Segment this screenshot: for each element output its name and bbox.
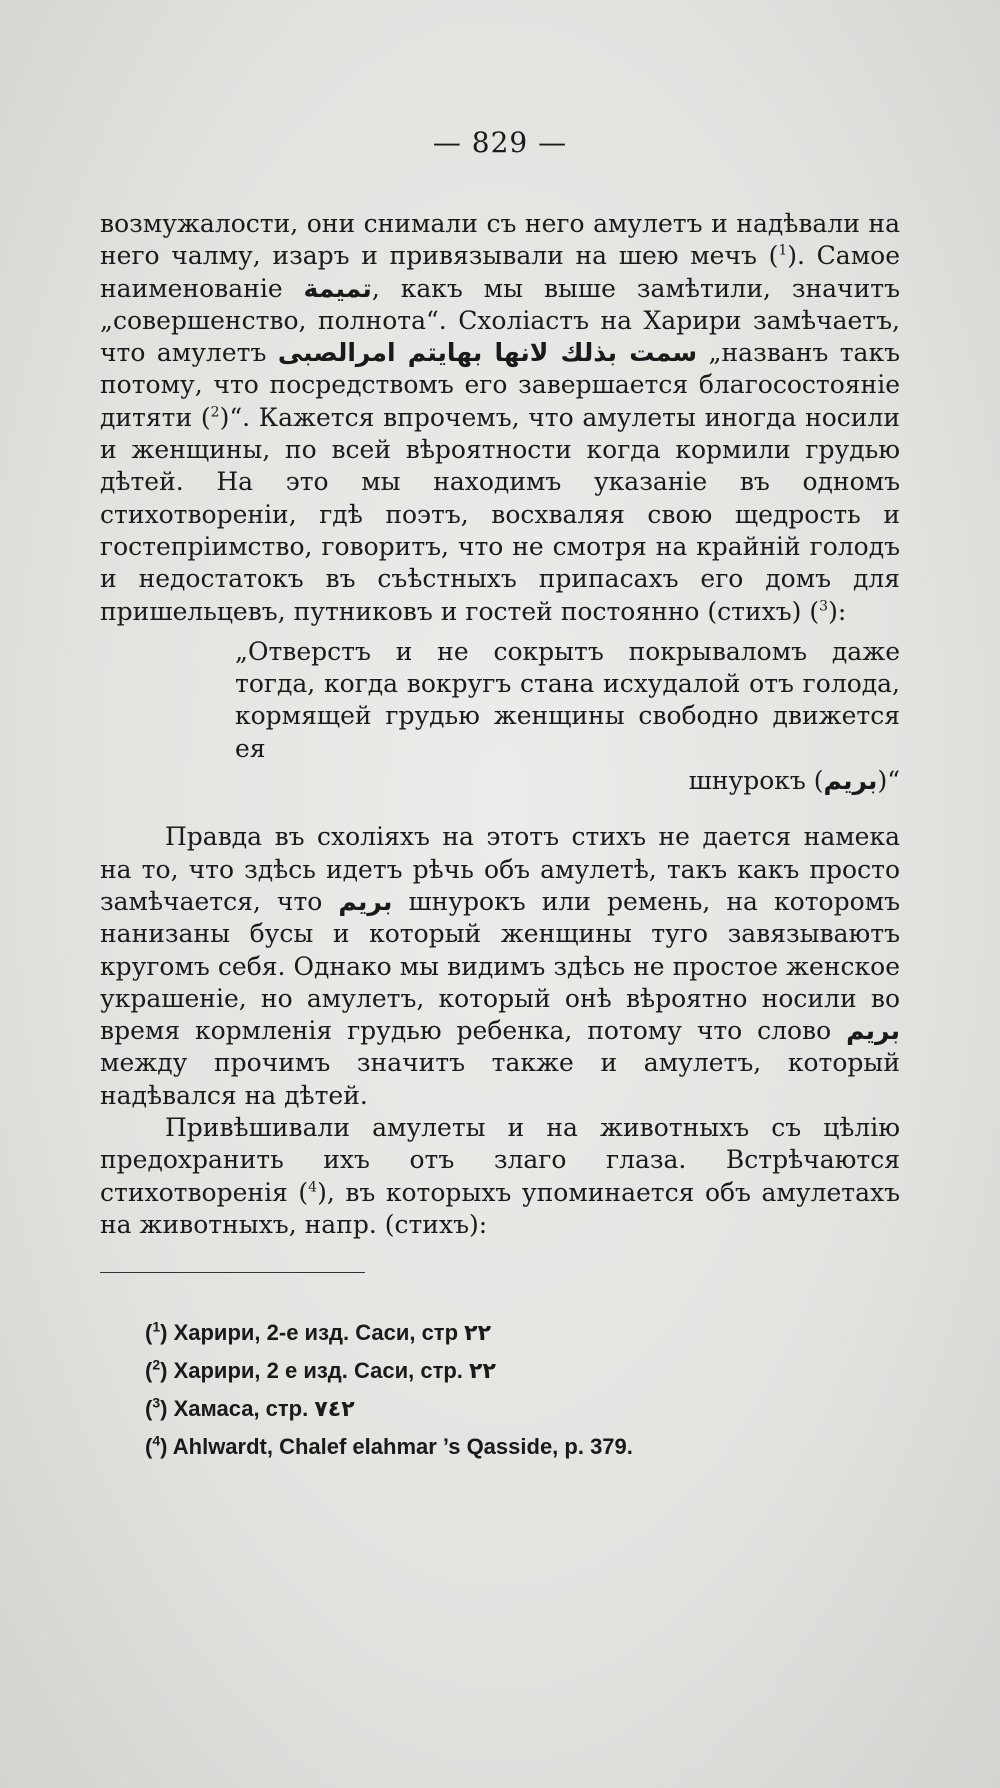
footnote-4: ($^4$) Ahlwardt, Chalef elahmar ’s Qasside, p. 379. xyxy=(145,1432,633,1459)
footnote-2: ($^2$) Харири, 2 е изд. Саси, стр. ٢٢ xyxy=(145,1356,496,1384)
arabic-word: بريم xyxy=(823,766,878,796)
footnote-divider xyxy=(100,1272,365,1273)
paragraph-1: возмужалости, они снимали съ него амулетъ и надѣвали на него чалму, изаръ и привязывали на шею мечъ ($^1$). Самое наименованіе تميمة, какъ мы выше замѣтили, значитъ „совершенство, полнота“. Схоліастъ на Харири замѣчаетъ, что амулетъ سمت بذلك لانها بهايتم امرالصبى „названъ такъ потому, что посредствомъ его завершается благосостояніе дитяти ($^2$)“. Кажется впрочемъ, что амулеты иногда носили и женщины, по всей вѣроятности когда кормили грудью дѣтей. На это мы находимъ указаніе въ одномъ стихотвореніи, гдѣ поэтъ, восхваляя свою щедрость и гостепріимство, говоритъ, что не смотря на крайній голодъ и недостатокъ въ съѣстныхъ припасахъ его домъ для пришельцевъ, путниковъ и гостей постоянно (стихъ) ($^3$): xyxy=(100,209,901,626)
page-number: — 829 — xyxy=(432,126,568,159)
paragraph-2: Правда въ схоліяхъ на этотъ стихъ не дается намека на то, что здѣсь идетъ рѣчь объ амулетѣ, такъ какъ просто замѣчается, что بريم шнурокъ или ремень, на которомъ нанизаны бусы и который женщины туго завязываютъ кругомъ себя. Однако мы видимъ здѣсь не простое женское украшеніе, но амулетъ, который онѣ вѣроятно носили во время кормленія грудью ребенка, потому что слово بريم между прочимъ значитъ также и амулетъ, который надѣвался на дѣтей. xyxy=(100,822,900,1110)
footnotes xyxy=(145,1314,845,1465)
verse-quote: „Отверстъ и не сокрытъ покрываломъ даже тогда, когда вокругъ стана исхудалой отъ голода, кормящей грудью женщины свободно движется ея шнурокъ (بريم)“ xyxy=(235,636,900,796)
footnote-ref-2: 2 xyxy=(210,404,220,421)
footnote-1: ($^1$) Харири, 2-е изд. Саси, стр ٢٢ xyxy=(145,1318,491,1346)
arabic-word: بريم xyxy=(846,1016,900,1046)
footnote-3: ($^3$) Хамаса, стр. ٧٤٢ xyxy=(145,1394,355,1422)
footnote-ref-1: 1 xyxy=(778,242,788,259)
arabic-word: بريم xyxy=(338,886,393,916)
footnote-ref-3: 3 xyxy=(819,598,829,615)
main-text xyxy=(100,208,900,1241)
arabic-word: تميمة xyxy=(303,273,372,303)
arabic-phrase: سمت بذلك لانها بهايتم امرالصبى xyxy=(277,338,698,368)
paragraph-3: Привѣшивали амулеты и на животныхъ съ цѣлію предохранить ихъ отъ злаго глаза. Встрѣчаются стихотворенія ($^4$), въ которыхъ упоминается объ амулетахъ на животныхъ, напр. (стихъ): xyxy=(100,1113,900,1239)
footnote-ref-4: 4 xyxy=(308,1179,318,1196)
